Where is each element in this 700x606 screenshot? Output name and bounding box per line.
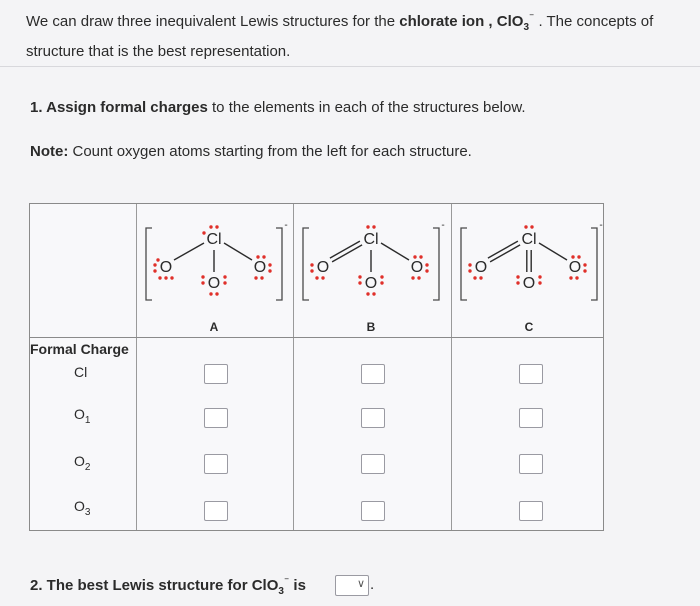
charge-input-a-o2[interactable] — [204, 454, 228, 474]
row-label-o2-sub: 2 — [84, 461, 91, 473]
s1-o2-lp-3 — [380, 281, 383, 284]
charge-input-b-o2[interactable] — [361, 454, 385, 474]
intro-sub: 3 — [523, 22, 529, 33]
s1-o1-lp-1 — [310, 269, 313, 272]
question-2-text: 2. The best Lewis structure for ClO — [30, 577, 279, 594]
question-2-sup: ⁻ — [283, 576, 290, 587]
s2-charge-sign: - — [599, 220, 603, 231]
s0-o2-lp-1 — [201, 281, 204, 284]
s1-bond-o1-1 — [330, 241, 360, 258]
intro-bold-text: chlorate ion , ClO — [399, 13, 524, 30]
s0-bond-o3 — [224, 243, 252, 260]
s2-o3-lp-2 — [569, 276, 572, 279]
charge-input-c-o2[interactable] — [519, 454, 543, 474]
s2-o1-atom: O — [474, 259, 488, 276]
row-label-o2-text: O — [74, 453, 85, 469]
s2-o3-lp-3 — [575, 276, 578, 279]
s2-o3-lp-4 — [577, 255, 580, 258]
s0-cl-atom: Cl — [206, 231, 222, 248]
s1-bond-o3 — [381, 243, 409, 260]
formal-charge-header: Formal Charge — [30, 341, 129, 357]
s0-bracket-left — [146, 228, 152, 300]
best-structure-select[interactable] — [335, 575, 369, 596]
lewis-structure-c-drawing — [453, 210, 605, 310]
charge-input-b-o1[interactable] — [361, 408, 385, 428]
s1-o1-lp-0 — [310, 263, 313, 266]
s1-o2-lp-5 — [372, 292, 375, 295]
s0-o2-lp-5 — [215, 292, 218, 295]
charge-input-c-cl[interactable] — [519, 364, 543, 384]
s2-o1-lp-2 — [473, 276, 476, 279]
intro-text — [26, 6, 700, 64]
s0-o3-atom: O — [253, 259, 267, 276]
s2-o1-lp-0 — [468, 263, 471, 266]
intro-sup: ⁻ — [529, 12, 535, 23]
structure-label-a: A — [209, 320, 219, 334]
s2-o3-lp-0 — [583, 263, 586, 266]
s1-o1-lp-3 — [321, 276, 324, 279]
question-1-bold: Assign formal charges — [46, 99, 208, 116]
intro-line-1 — [26, 6, 700, 40]
s1-o2-lp-0 — [358, 275, 361, 278]
s2-bond-o1-1 — [488, 241, 518, 258]
lewis-structure-b — [295, 210, 447, 310]
charge-input-c-o3[interactable] — [519, 501, 543, 521]
row-label-o1-sub: 1 — [84, 414, 91, 426]
s2-bond-o1-2 — [490, 245, 520, 262]
s0-o2-lp-4 — [209, 292, 212, 295]
s0-o2-lp-2 — [223, 275, 226, 278]
lewis-structure-b-drawing — [295, 210, 447, 310]
s1-o3-atom: O — [410, 259, 424, 276]
s0-charge-sign: - — [284, 220, 288, 231]
s1-o1-atom: O — [316, 259, 330, 276]
intro-part2: . The concepts of — [534, 13, 654, 30]
row-label-cl-text: Cl — [74, 364, 88, 380]
table-divider-1 — [136, 204, 137, 530]
s1-bracket-right — [433, 228, 439, 300]
note — [30, 143, 472, 160]
s0-cl-lp-2 — [215, 225, 218, 228]
s1-o3-lp-2 — [411, 276, 414, 279]
row-label-o1 — [74, 406, 90, 426]
s1-o2-lp-4 — [366, 292, 369, 295]
s0-bracket-right — [276, 228, 282, 300]
structure-label-c: C — [524, 320, 534, 334]
charge-input-c-o1[interactable] — [519, 408, 543, 428]
charge-input-a-o3[interactable] — [204, 501, 228, 521]
note-text: Count oxygen atoms starting from the left for each structure. — [68, 143, 472, 160]
s2-cl-atom: Cl — [521, 231, 537, 248]
s0-o1-lp-0 — [153, 263, 156, 266]
question-1-number: 1. — [30, 99, 47, 116]
row-label-o1-text: O — [74, 406, 85, 422]
row-label-cl — [74, 364, 87, 380]
s2-bracket-right — [591, 228, 597, 300]
intro-bold — [399, 12, 535, 33]
table-divider-2 — [293, 204, 294, 530]
question-2 — [30, 576, 306, 597]
s0-o2-lp-0 — [201, 275, 204, 278]
s0-o1-lp-1 — [153, 269, 156, 272]
s0-o3-lp-2 — [254, 276, 257, 279]
intro-part1: We can draw three inequivalent Lewis structures for the — [26, 13, 400, 30]
question-2-period: . — [370, 576, 375, 593]
formal-charge-table — [29, 203, 604, 531]
s2-o1-lp-3 — [479, 276, 482, 279]
s2-o2-lp-0 — [516, 275, 519, 278]
s1-bond-o1-2 — [332, 245, 362, 262]
s1-o3-lp-4 — [419, 255, 422, 258]
s0-o3-lp-0 — [268, 263, 271, 266]
s2-bracket-left — [461, 228, 467, 300]
s1-o2-atom: O — [364, 275, 378, 292]
s0-o1-lp-2 — [158, 276, 161, 279]
s1-o1-lp-2 — [315, 276, 318, 279]
note-label: Note: — [30, 143, 69, 160]
s2-bond-o3 — [539, 243, 567, 260]
intro-line-2: structure that is the best representation. — [26, 43, 291, 60]
s1-cl-atom: Cl — [363, 231, 379, 248]
question-2-sub: 3 — [278, 586, 284, 597]
s0-o3-lp-5 — [256, 255, 259, 258]
s2-cl-lp-2 — [530, 225, 533, 228]
s0-o3-lp-1 — [268, 269, 271, 272]
s1-o3-lp-5 — [413, 255, 416, 258]
s2-o2-lp-3 — [538, 281, 541, 284]
s0-o1-lp-5 — [156, 258, 159, 261]
section-divider — [0, 66, 700, 67]
s1-o3-lp-1 — [425, 269, 428, 272]
row-label-o3-text: O — [74, 498, 85, 514]
row-label-o3-sub: 3 — [84, 506, 91, 518]
s2-o2-lp-1 — [516, 281, 519, 284]
s0-o1-lp-4 — [170, 276, 173, 279]
s1-cl-lp-1 — [366, 225, 369, 228]
charge-input-a-cl[interactable] — [204, 364, 228, 384]
table-divider-3 — [451, 204, 452, 530]
charge-input-a-o1[interactable] — [204, 408, 228, 428]
s1-o2-lp-2 — [380, 275, 383, 278]
s1-bracket-left — [303, 228, 309, 300]
s0-o2-lp-3 — [223, 281, 226, 284]
s1-o3-lp-3 — [417, 276, 420, 279]
s1-cl-lp-2 — [372, 225, 375, 228]
s2-o2-lp-2 — [538, 275, 541, 278]
lewis-structure-a-drawing — [138, 210, 290, 310]
s0-bond-o1 — [174, 243, 204, 260]
s2-cl-lp-1 — [524, 225, 527, 228]
question-2-text-after: is — [289, 577, 306, 594]
s2-o1-lp-1 — [468, 269, 471, 272]
s1-o2-lp-1 — [358, 281, 361, 284]
s0-cl-lp-3 — [202, 231, 205, 234]
row-label-o3 — [74, 498, 90, 518]
s0-o1-atom: O — [159, 259, 173, 276]
structure-label-b: B — [366, 320, 376, 334]
s0-cl-lp-1 — [209, 225, 212, 228]
s0-o3-lp-3 — [260, 276, 263, 279]
question-1 — [30, 99, 526, 116]
s1-charge-sign: - — [441, 220, 445, 231]
charge-input-b-cl[interactable] — [361, 364, 385, 384]
lewis-structure-a — [138, 210, 290, 310]
s2-o3-atom: O — [568, 259, 582, 276]
lewis-structure-c — [453, 210, 605, 310]
s0-o1-lp-3 — [164, 276, 167, 279]
s1-o3-lp-0 — [425, 263, 428, 266]
s0-o3-lp-4 — [262, 255, 265, 258]
chevron-down-icon: ∨ — [356, 578, 365, 590]
s2-o3-lp-5 — [571, 255, 574, 258]
charge-input-b-o3[interactable] — [361, 501, 385, 521]
s0-o2-atom: O — [207, 275, 221, 292]
question-1-rest: to the elements in each of the structures below. — [207, 99, 526, 116]
row-label-o2 — [74, 453, 90, 473]
s2-o2-atom: O — [522, 275, 536, 292]
table-header-divider — [30, 337, 603, 338]
s2-o3-lp-1 — [583, 269, 586, 272]
